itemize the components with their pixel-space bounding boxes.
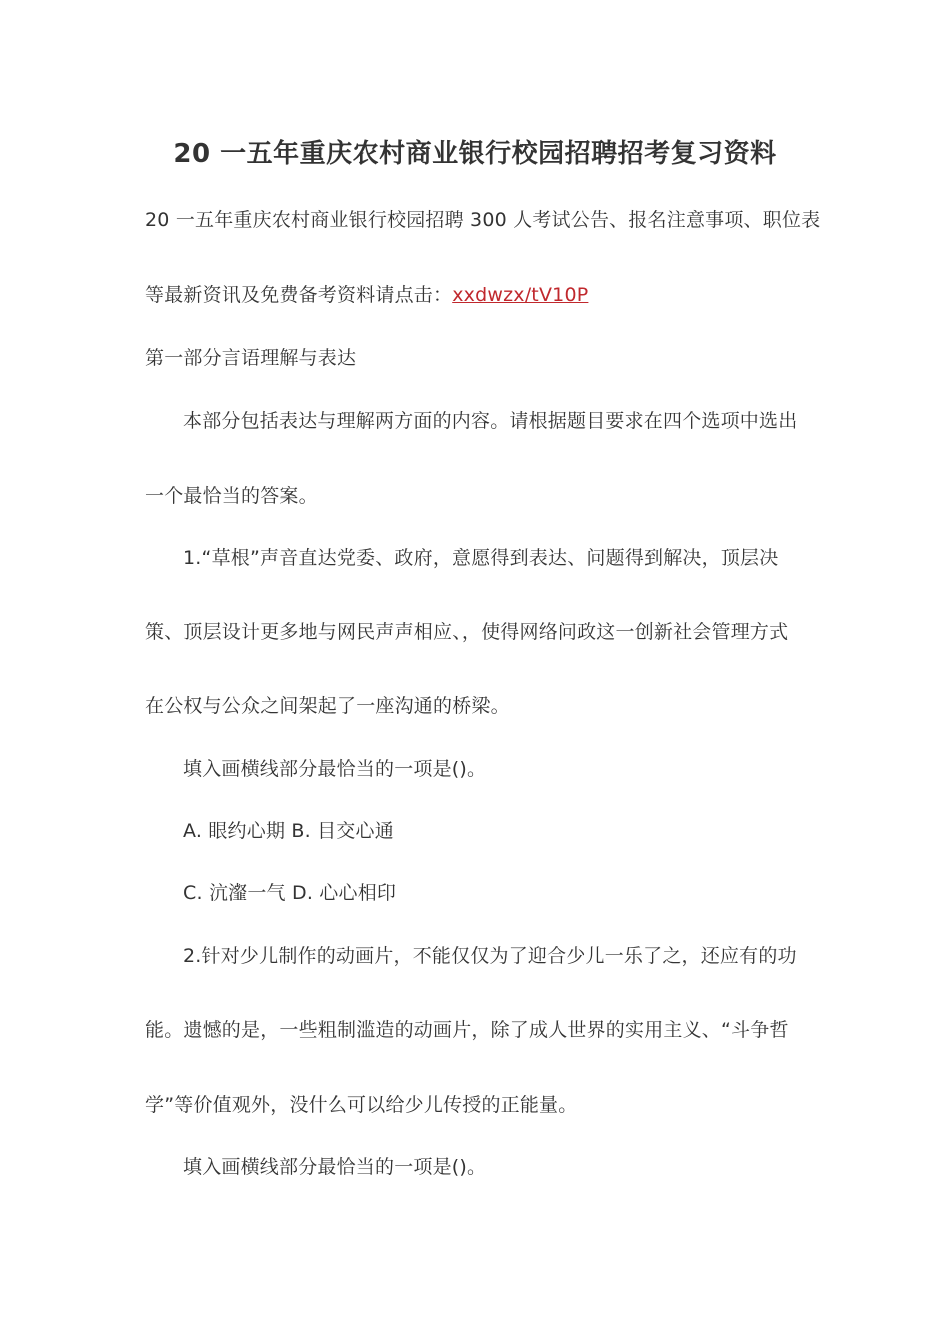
q2-line-3: 学”等价值观外，没什么可以给少儿传授的正能量。 xyxy=(145,1094,578,1116)
q1-prompt: 填入画横线部分最恰当的一项是()。 xyxy=(183,758,487,780)
q2-prompt: 填入画横线部分最恰当的一项是()。 xyxy=(183,1156,487,1178)
q1-line-2: 策、顶层设计更多地与网民声声相应、，使得网络问政这一创新社会管理方式 xyxy=(145,621,789,643)
intro-line-2-text: 等最新资讯及免费备考资料请点击： xyxy=(145,284,453,306)
q1-options-ab: A. 眼约心期 B. 目交心通 xyxy=(183,820,394,842)
q1-line-1: 1.“草根”声音直达党委、政府，意愿得到表达、问题得到解决，顶层决 xyxy=(183,547,779,569)
intro-line-1: 20 一五年重庆农村商业银行校园招聘 300 人考试公告、报名注意事项、职位表 xyxy=(145,209,821,231)
section-desc-line-2: 一个最恰当的答案。 xyxy=(145,485,318,507)
q2-line-2: 能。遗憾的是，一些粗制滥造的动画片，除了成人世界的实用主义、“斗争哲 xyxy=(145,1019,789,1041)
document-title: 20 一五年重庆农村商业银行校园招聘招考复习资料 xyxy=(173,139,777,169)
q2-line-1: 2.针对少儿制作的动画片，不能仅仅为了迎合少儿一乐了之，还应有的功 xyxy=(183,945,797,967)
resource-link[interactable]: xxdwzx/tV10P xyxy=(452,284,589,306)
section-heading: 第一部分言语理解与表达 xyxy=(145,347,357,369)
q1-line-3: 在公权与公众之间架起了一座沟通的桥梁。 xyxy=(145,695,510,717)
section-desc-line-1: 本部分包括表达与理解两方面的内容。请根据题目要求在四个选项中选出 xyxy=(183,410,798,432)
intro-line-2 xyxy=(145,280,588,307)
q1-options-cd: C. 沆瀣一气 D. 心心相印 xyxy=(183,882,397,904)
